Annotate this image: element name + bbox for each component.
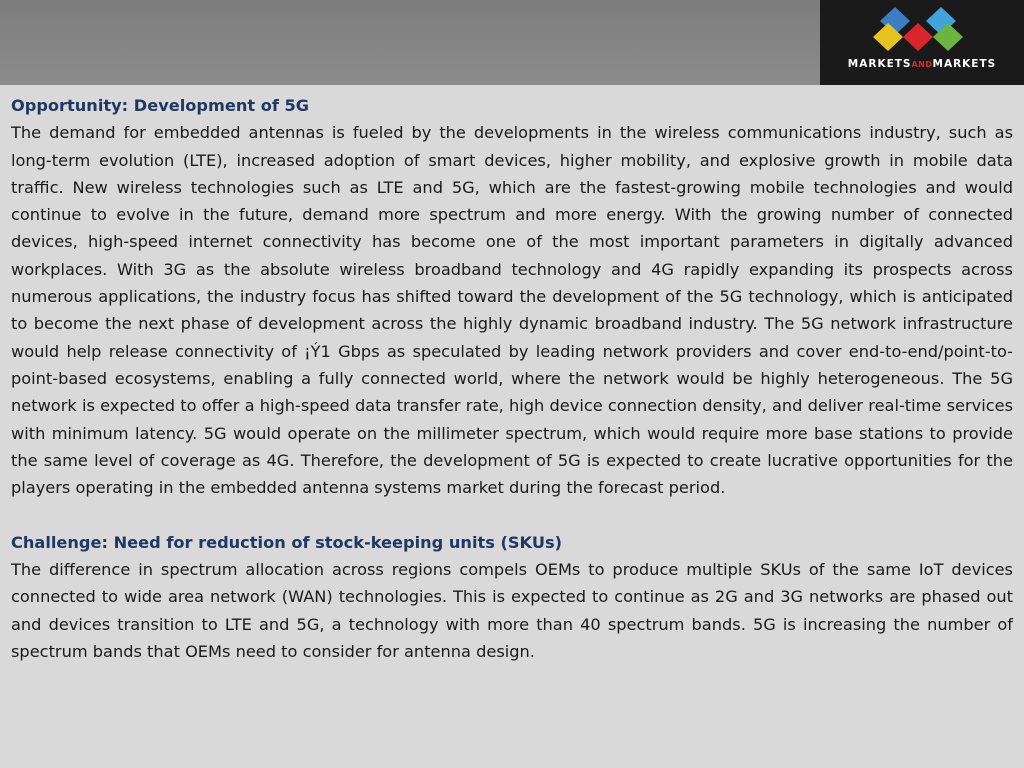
markets-and-markets-logo	[820, 0, 1024, 85]
logo-text-markets-2: MARKETS	[932, 58, 997, 70]
logo-text-and: AND	[911, 60, 933, 69]
section-spacer	[11, 501, 1013, 528]
logo-text-markets: MARKETS	[847, 58, 912, 70]
slide-content	[11, 92, 1013, 665]
challenge-heading: Challenge: Need for reduction of stock-keeping units (SKUs)	[11, 532, 562, 552]
opportunity-heading: Opportunity: Development of 5G	[11, 96, 310, 115]
diamond-logo-icon	[872, 5, 964, 55]
challenge-body: The difference in spectrum allocation across regions compels OEMs to produce multiple SKUs of the same IoT devices connected to wide area network (WAN) technologies. This is expected to continue as 2G and 3G networks are phased out and devices transition to LTE and 5G, a technology with more than 40 spectrum bands. 5G is increasing the number of spectrum bands that OEMs need to consider for antenna design.	[11, 560, 1013, 661]
opportunity-body: The demand for embedded antennas is fueled by the developments in the wireless communications industry, such as long-term evolution (LTE), increased adoption of smart devices, higher mobility, and explosive growth in mobile data traffic. New wireless technologies such as LTE and 5G, which are the fastest-growing mobile technologies and would continue to evolve in the future, demand more spectrum and more energy. With the growing number of connected devices, high-speed internet connectivity has become one of the most important parameters in digitally advanced workplaces. With 3G as the absolute wireless broadband technology and 4G rapidly expanding its prospects across numerous applications, the industry focus has shifted toward the development of the 5G technology, which is anticipated to become the next phase of development across the highly dynamic broadband industry. The 5G network infrastructure would help release connectivity of ¡Ý1 Gbps as speculated by leading network providers and cover end-to-end/point-to-point-based ecosystems, enabling a fully connected world, where the network would be highly heterogeneous. The 5G network is expected to offer a high-speed data transfer rate, high device connection density, and deliver real-time services with minimum latency. 5G would operate on the millimeter spectrum, which would require more base stations to provide the same level of coverage as 4G. Therefore, the development of 5G is expected to create lucrative opportunities for the players operating in the embedded antenna systems market during the forecast period.	[11, 123, 1013, 498]
logo-wordmark	[820, 58, 1024, 70]
